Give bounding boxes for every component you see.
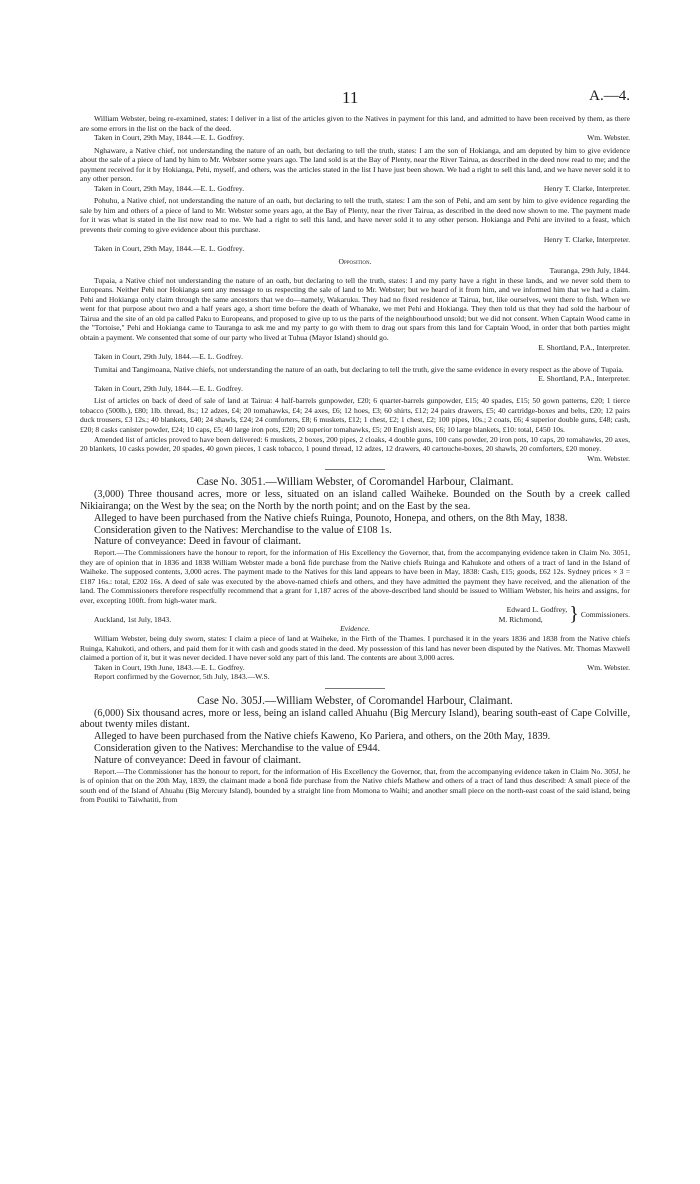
taken-in-court-note: Taken in Court, 29th May, 1844.—E. L. Godfrey.: [94, 244, 245, 254]
opposition-place-date: Tauranga, 29th July, 1844.: [549, 266, 630, 276]
taken-in-court-note: Taken in Court, 29th July, 1844.—E. L. Godfrey.: [94, 352, 243, 362]
case-3051-place-date: Auckland, 1st July, 1843.: [94, 614, 172, 624]
case-3051-conveyance: Nature of conveyance: Deed in favour of claimant.: [94, 536, 302, 548]
commissioner-name: M. Richmond,: [498, 614, 543, 624]
tupaia-statement-text: Tupaia, a Native chief not understanding the nature of an oath, but declaring to tell the truth, states: I and my party have a right in these lands, and we never sold them to Europeans. Neither Pehi nor Hokianga sent any message to us respecting the sale of land to Mr. Webster; but we heard of it from him, and we informed him that we had a claim. Pehi and Hokianga only claim through the same ancestors that we do—namely, Wakaruku. They had no fixed residence at Tairua, but, like ourselves, went there to fish. When we went for that purpose about two and a half years ago, a short time before the death of Whanake, we met Pehi and Hokianga. They then told us that they had sold the harbour of Tairua and the site of an old pa called Paku to Europeans, and proposed to give up to us the parts of the neighbourhood unsold; but we did not consent. When Captain Wood came in the "Tortoise," Pehi and Hokianga came to Tauranga to ask me and my party to go with them to drag out spars from this land for Captain Wood, in order that both parties might obtain a payment. We consented that some of our party who lived at Tuhua (Mayor Island) should go.: [80, 275, 630, 343]
interpreter-name: E. Shortland, P.A., Interpreter.: [538, 374, 630, 384]
signer-name: Wm. Webster.: [587, 133, 630, 143]
signer-name: Wm. Webster.: [587, 453, 630, 463]
section-divider: [325, 469, 385, 470]
case-3051-description: (3,000) Three thousand acres, more or less, situated on an island called Waiheke. Bounded on the South by a creek called Nikiairanga; on the West by the sea; on the North by the north point; and on the East by the sea.: [80, 489, 630, 512]
tumitai-statement-text: Tumitai and Tangimoana, Native chiefs, not understanding the nature of an oath, but declaring to tell the truth, give the same evidence in every respect as the above of Tupaia.: [94, 364, 624, 374]
commissioner-name: Edward L. Godfrey,: [506, 605, 568, 615]
webster-reexamination-text: William Webster, being re-examined, states: I deliver in a list of the articles given to the Natives in payment for this land, and admitted to have been received by them, as there are some errors in the list on the back of the deed.: [80, 114, 630, 133]
case-305j-report: Report.—The Commissioner has the honour to report, for the information of His Excellency the Governor, that, from the accompanying evidence taken in Claim No. 305J, he is of opinion that on the 20th May, 1839, the claimant made a bonâ fide purchase from the Native chiefs Mathew and others of a tract of land thus described: A small piece of the south end of the Island of Ahuahu (Big Mercury Island), bounded by a straight line from Momona to Waihi; and another small piece on the north-east coast of the said island, being from Poutiki to Taiwhatiti, from: [80, 766, 630, 805]
pohuhu-statement-text: Pohuhu, a Native chief, not understanding the nature of an oath, but declaring to tell the truth, states: I am the son of Pehi, and am sent by him to give evidence regarding the sale by him and others of a piece of land to Mr. Webster some years ago, at the Bay of Plenty, near the river Tairua, as described in the deed now shown to me. The payment made for it was what is stated in the list now read to me. We had a right to sell this land, and have never sold it to any other person. Hokianga and Pehi are invited to a feast, which prevents their coming to give evidence about this purchase.: [80, 196, 630, 235]
brace-glyph: }: [569, 603, 579, 626]
signer-name: Wm. Webster.: [587, 662, 630, 672]
case-305j-conveyance: Nature of conveyance: Deed in favour of claimant.: [94, 754, 302, 766]
document-reference: A.—4.: [589, 88, 630, 104]
document-page: [80, 88, 630, 805]
commissioner-names: [499, 605, 568, 624]
webster-reexamination-signature-line: [80, 133, 630, 143]
taken-in-court-note: Taken in Court, 29th May, 1844.—E. L. Godfrey.: [94, 183, 245, 193]
page-number: 11: [342, 88, 359, 107]
case-3051-evidence-signature-line: [80, 663, 630, 673]
interpreter-name: Henry T. Clarke, Interpreter.: [543, 183, 630, 193]
page-header: [80, 88, 630, 114]
case-305j-description: (6,000) Six thousand acres, more or less, being an island called Ahuahu (Big Mercury Island), bearing south-east of Cape Colville, about twenty miles distant.: [80, 707, 630, 731]
case-305j-alleged-purchase: Alleged to have been purchased from the Native chiefs Kaweno, Ko Pariera, and others, on the 20th May, 1839.: [94, 731, 551, 743]
case-305j-consideration: Consideration given to the Natives: Merchandise to the value of £944.: [94, 743, 381, 755]
taken-in-court-note: Taken in Court, 29th July, 1844.—E. L. Godfrey.: [94, 383, 243, 393]
opposition-heading: Opposition.: [338, 256, 372, 266]
nghaware-statement-text: Nghaware, a Native chief, not understanding the nature of an oath, but declaring to tell the truth, states: I am the son of Hokianga, and am deputed by him to give evidence about the sale of a piece of land by him to Mr. Webster some years ago. The land sold is at the Bay of Plenty, near the River Tairua, as described in the deed now read to me; and the payment received for it by Hokianga, Pehi, myself, and others, was the articles stated in the list I have just been shown. We had a right to sell this land, and we have never sold it to any other person.: [80, 145, 630, 184]
taken-in-court-note: Taken in Court, 29th May, 1844.—E. L. Godfrey.: [94, 133, 245, 143]
commissioners-label: Commissioners.: [580, 610, 630, 620]
section-divider: [325, 688, 385, 689]
case-3051-heading: Case No. 3051.—William Webster, of Coromandel Harbour, Claimant.: [196, 476, 514, 489]
amended-articles-list-text: Amended list of articles proved to have been delivered: 6 muskets, 2 boxes, 200 pipes, 2 cloaks, 4 double guns, 100 cans powder, 20 iron pots, 10 caps, 20 tomahawks, 20 axes, 20 blankets, 10 casks powder, 20 spades, 40 gown pieces, 1 cask tobacco, 1 pound thread, 12 adzes, 12 drawers, 40 cartouche-boxes, 20 shawls, 20 comforters, £20 money.: [80, 434, 630, 454]
interpreter-name: E. Shortland, P.A., Interpreter.: [538, 342, 630, 352]
case-3051-alleged-purchase: Alleged to have been purchased from the Native chiefs Ruinga, Pounoto, Honepa, and others, on the 8th May, 1838.: [94, 512, 568, 524]
interpreter-name: Henry T. Clarke, Interpreter.: [543, 234, 630, 244]
evidence-heading: Evidence.: [340, 624, 370, 634]
case-3051-report: Report.—The Commissioners have the honour to report, for the information of His Excellency the Governor, that, from the accompanying evidence taken in Claim No. 3051, they are of opinion that in 1836 and 1838 William Webster made a bonâ fide purchase from the Native chiefs Ruinga and Kahukote and others of a tract of land in the Island of Waiheke. The supposed contents, 3,000 acres. The payment made to the Natives for this land appears to have been in May, 1838: Cash, £15; goods, £62 12s. Sydney prices × 3 = £187 16s.: total, £202 16s. A deed of sale was executed by the above-named chiefs and others, and they have admitted the payment they have received, and the alienation of the land. The Commissioners therefore respectfully recommend that a grant for 1,187 acres of the above-described land should be issued to William Webster, his heirs and assigns, for ever, excepting 100ft. from high-water mark.: [80, 548, 630, 605]
case-3051-consideration: Consideration given to the Natives: Merchandise to the value of £108 1s.: [94, 524, 392, 536]
case-305j-heading: Case No. 305J.—William Webster, of Coromandel Harbour, Claimant.: [197, 694, 513, 707]
nghaware-signature-line: [80, 184, 630, 194]
articles-list-text: List of articles on back of deed of sale of land at Tairua: 4 half-barrels gunpowder, £20; 6 quarter-barrels gunpowder, £15; 40 spades, £15; 50 gown patterns, £20; 1 tierce tobacco (500lb.), £80; 1lb. thread, 8s.; 12 adzes, £4; 20 tomahawks, £4; 24 axes, £6; 12 hoes, £3; 60 shirts, £12; 24 pairs drawers, £5; 40 cartridge-boxes and belts, £20; 12 pairs duck trousers, £3 12s.; 40 blankets, £40; 24 shawls, £24; 24 comforters, £8; 6 muskets, £12; 1 chest, £2; 1 chest, £2; 100 pipes, 10s.; 2 coats, £6; 4 superior double guns, £48; cash, £20; 8 casks canister powder, £24; 10 caps, £5; 40 large iron pots, £20; 20 superior tomahawks, £5; 20 English axes, £6; 10 large blankets, £10: total, £450 10s.: [80, 396, 630, 434]
report-confirmation-note: Report confirmed by the Governor, 5th July, 1843.—W.S.: [94, 672, 270, 682]
case-3051-commissioners-signature: [80, 605, 630, 624]
taken-in-court-note: Taken in Court, 19th June, 1843.—E. L. Godfrey.: [94, 662, 245, 672]
case-3051-evidence-text: William Webster, being duly sworn, states: I claim a piece of land at Waiheke, in the Firth of the Thames. I purchased it in the years 1836 and 1838 from the Native chiefs Ruinga, Kahukoti, and others, and paid them for it with cash and goods stated in the deed. My possession of this land has never been disputed by the Natives. Mr. Thomas Maxwell claimed a portion of it, but it was never decided. I have never sold any part of this land. The contents are about 3,000 acres.: [80, 633, 630, 663]
